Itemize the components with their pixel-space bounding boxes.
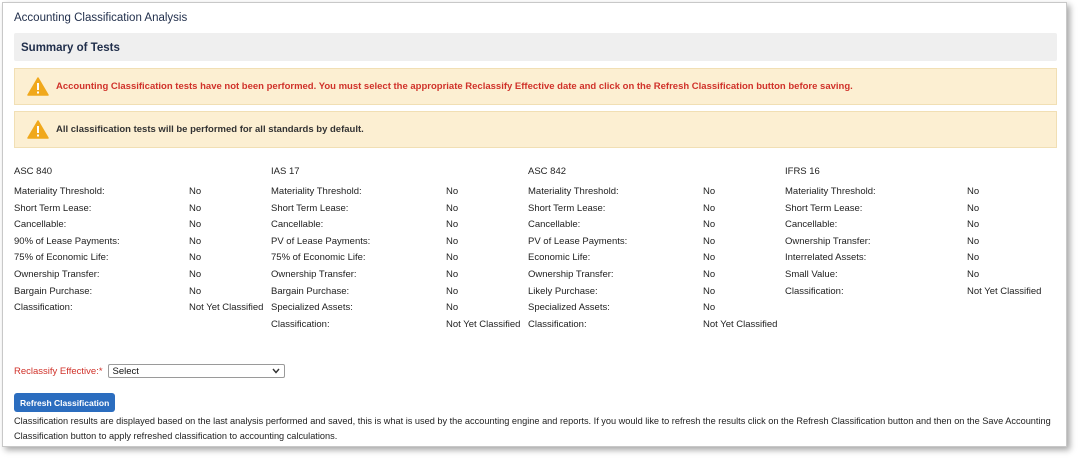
test-label: Classification: xyxy=(14,302,73,314)
test-row xyxy=(14,184,259,201)
test-row xyxy=(528,201,778,218)
test-value: No xyxy=(446,202,459,214)
test-value: No xyxy=(967,268,980,280)
reclassify-effective-select[interactable] xyxy=(108,364,285,378)
test-label: Materiality Threshold: xyxy=(271,186,362,197)
reclassify-effective-label: Reclassify Effective:* xyxy=(14,365,103,377)
standard-ifrs-16 xyxy=(785,163,1055,300)
page-title: Accounting Classification Analysis xyxy=(14,12,188,24)
test-value: No xyxy=(703,202,716,214)
test-label: Materiality Threshold: xyxy=(528,186,619,197)
summary-of-tests-header: Summary of Tests xyxy=(14,33,1057,61)
test-label: 75% of Economic Life: xyxy=(271,252,366,264)
test-row xyxy=(271,284,521,301)
test-value: No xyxy=(446,268,459,280)
test-value: No xyxy=(446,252,459,264)
test-row xyxy=(14,201,259,218)
test-value: No xyxy=(967,219,980,231)
standard-title: IAS 17 xyxy=(271,166,300,177)
test-row xyxy=(271,267,521,284)
select-value: Select xyxy=(112,365,139,377)
test-value: No xyxy=(446,219,459,231)
test-row xyxy=(271,250,521,267)
test-label: 90% of Lease Payments: xyxy=(14,235,120,247)
classification-value: Not Yet Classified xyxy=(703,318,778,330)
test-row xyxy=(271,184,521,201)
test-row xyxy=(528,234,778,251)
standard-title: ASC 842 xyxy=(528,166,567,177)
test-label: Materiality Threshold: xyxy=(14,186,105,197)
test-value: No xyxy=(967,186,980,197)
alert-message: Accounting Classification tests have not been performed. You must select the appropriate Reclassify Effective date and click on the Refresh Classification button before saving. xyxy=(56,81,853,92)
test-label: Ownership Transfer: xyxy=(271,268,357,280)
test-row xyxy=(785,201,1055,218)
chevron-down-icon xyxy=(272,368,280,374)
classification-value: Not Yet Classified xyxy=(967,285,1042,297)
test-value: No xyxy=(703,285,716,297)
test-value: No xyxy=(189,186,202,197)
test-row xyxy=(785,267,1055,284)
test-value: No xyxy=(189,285,202,297)
test-value: No xyxy=(967,252,980,264)
standard-title: IFRS 16 xyxy=(785,166,820,177)
test-label: Short Term Lease: xyxy=(14,202,92,214)
test-row xyxy=(528,217,778,234)
test-row xyxy=(14,250,259,267)
standard-title: ASC 840 xyxy=(14,166,53,177)
test-label: Bargain Purchase: xyxy=(14,285,93,297)
test-value: No xyxy=(446,285,459,297)
test-value: No xyxy=(967,235,980,247)
test-row xyxy=(14,267,259,284)
test-label: Cancellable: xyxy=(14,219,67,231)
test-label: Specialized Assets: xyxy=(528,302,610,314)
test-row xyxy=(785,184,1055,201)
test-row xyxy=(271,300,521,317)
classification-panel xyxy=(2,2,1067,447)
test-row xyxy=(528,267,778,284)
classification-row xyxy=(271,317,521,334)
standard-asc-842 xyxy=(528,163,778,333)
test-value: No xyxy=(703,302,716,314)
test-row xyxy=(14,234,259,251)
test-label: Short Term Lease: xyxy=(785,202,863,214)
test-value: No xyxy=(703,268,716,280)
test-row xyxy=(271,201,521,218)
test-label: Cancellable: xyxy=(528,219,581,231)
test-label: Bargain Purchase: xyxy=(271,285,350,297)
test-value: No xyxy=(189,235,202,247)
test-row xyxy=(271,234,521,251)
test-label: Small Value: xyxy=(785,268,838,280)
test-value: No xyxy=(446,186,459,197)
test-label: Cancellable: xyxy=(785,219,838,231)
test-row xyxy=(785,217,1055,234)
standard-ias-17 xyxy=(271,163,521,333)
test-value: No xyxy=(189,268,202,280)
test-value: No xyxy=(189,252,202,264)
warning-icon xyxy=(27,77,49,96)
test-value: No xyxy=(703,235,716,247)
test-row xyxy=(528,284,778,301)
test-label: Cancellable: xyxy=(271,219,324,231)
classification-row xyxy=(785,284,1055,301)
test-label: Classification: xyxy=(528,318,587,330)
test-label: Interrelated Assets: xyxy=(785,252,867,264)
test-label: PV of Lease Payments: xyxy=(528,235,628,247)
test-row xyxy=(528,250,778,267)
test-value: No xyxy=(446,302,459,314)
test-label: Ownership Transfer: xyxy=(528,268,614,280)
test-label: Short Term Lease: xyxy=(271,202,349,214)
test-label: 75% of Economic Life: xyxy=(14,252,109,264)
classification-row xyxy=(14,300,264,317)
classification-row xyxy=(528,317,778,334)
test-value: No xyxy=(703,186,716,197)
test-row xyxy=(271,217,521,234)
test-label: PV of Lease Payments: xyxy=(271,235,371,247)
test-row xyxy=(528,300,778,317)
test-value: No xyxy=(967,202,980,214)
test-label: Materiality Threshold: xyxy=(785,186,876,197)
test-label: Ownership Transfer: xyxy=(785,235,871,247)
test-label: Ownership Transfer: xyxy=(14,268,100,280)
classification-value: Not Yet Classified xyxy=(446,318,521,330)
warning-icon xyxy=(27,120,49,139)
test-value: No xyxy=(446,235,459,247)
classification-note: Classification results are displayed based on the last analysis performed and saved, this is what is used by the accounting engine and reports. If you would like to refresh the results click on the Refresh Classification button and then on the Save Accounting Classification button to apply refreshed classification to accounting calculations. xyxy=(14,416,1051,441)
test-row xyxy=(14,284,259,301)
test-label: Specialized Assets: xyxy=(271,302,353,314)
test-value: No xyxy=(703,252,716,264)
test-label: Economic Life: xyxy=(528,252,591,264)
test-label: Short Term Lease: xyxy=(528,202,606,214)
alert-message: All classification tests will be performed for all standards by default. xyxy=(56,124,364,135)
refresh-classification-button[interactable]: Refresh Classification xyxy=(14,393,115,412)
test-value: No xyxy=(703,219,716,231)
standard-asc-840 xyxy=(14,163,264,317)
test-row xyxy=(785,250,1055,267)
classification-value: Not Yet Classified xyxy=(189,302,264,314)
reclassify-effective-field xyxy=(14,364,285,378)
error-alert xyxy=(14,68,1057,105)
info-alert xyxy=(14,111,1057,148)
test-row xyxy=(14,217,259,234)
test-row xyxy=(785,234,1055,251)
test-row xyxy=(528,184,778,201)
test-value: No xyxy=(189,219,202,231)
test-value: No xyxy=(189,202,202,214)
test-label: Classification: xyxy=(271,318,330,330)
test-label: Classification: xyxy=(785,285,844,297)
test-label: Likely Purchase: xyxy=(528,285,598,297)
